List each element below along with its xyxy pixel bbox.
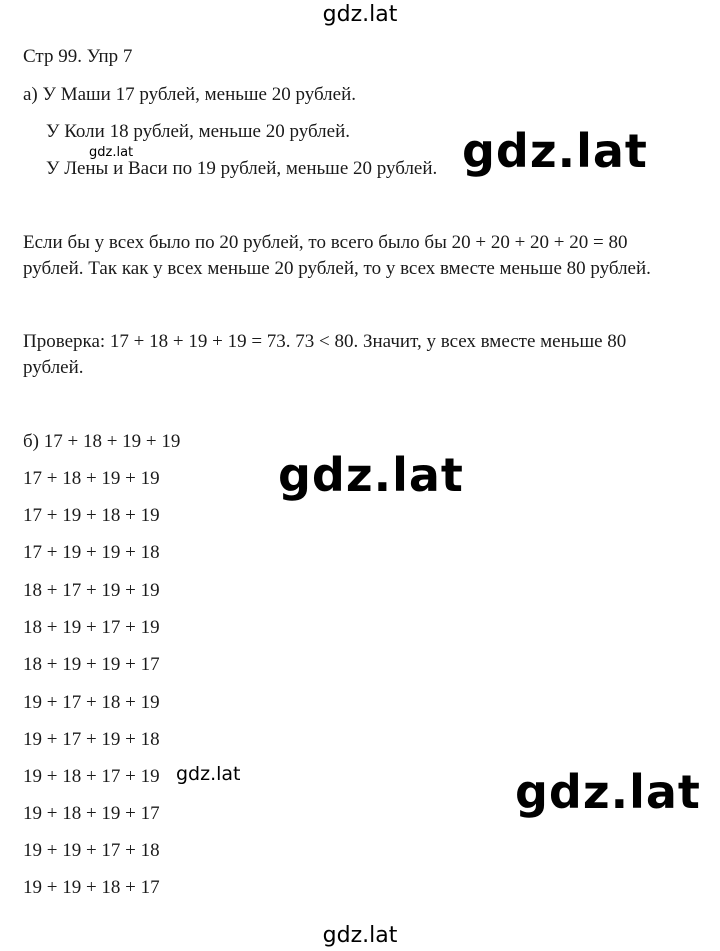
permutation-row: 18 + 17 + 19 + 19	[23, 580, 160, 601]
watermark-large-1: gdz.lat	[462, 124, 648, 178]
permutation-row: 19 + 17 + 18 + 19	[23, 692, 160, 713]
permutation-row: 17 + 19 + 18 + 19	[23, 505, 160, 526]
permutation-row: 19 + 17 + 19 + 18	[23, 729, 160, 750]
part-b-header: б) 17 + 18 + 19 + 19	[23, 431, 181, 452]
watermark-small: gdz.lat	[89, 145, 134, 160]
permutation-row: 19 + 19 + 17 + 18	[23, 840, 160, 861]
watermark-large-3: gdz.lat	[515, 765, 701, 819]
permutation-row: 17 + 18 + 19 + 19	[23, 468, 160, 489]
watermark-bottom: gdz.lat	[322, 923, 398, 948]
part-a-line-3: У Лены и Васи по 19 рублей, меньше 20 рублей.	[46, 158, 438, 179]
watermark-top: gdz.lat	[322, 2, 398, 27]
permutation-row: 19 + 18 + 17 + 19	[23, 766, 160, 787]
watermark-large-2: gdz.lat	[278, 448, 464, 502]
page-title: Стр 99. Упр 7	[23, 46, 133, 67]
watermark-inline: gdz.lat	[176, 763, 241, 785]
check-line-2: рублей.	[23, 357, 84, 378]
part-a-line-2: У Коли 18 рублей, меньше 20 рублей.	[46, 121, 350, 142]
part-a-line-1: а) У Маши 17 рублей, меньше 20 рублей.	[23, 84, 356, 105]
check-line-1: Проверка: 17 + 18 + 19 + 19 = 73. 73 < 80. Значит, у всех вместе меньше 80	[23, 331, 627, 352]
reasoning-line-2: рублей. Так как у всех меньше 20 рублей, то у всех вместе меньше 80 рублей.	[23, 258, 651, 279]
permutation-row: 18 + 19 + 17 + 19	[23, 617, 160, 638]
permutation-row: 18 + 19 + 19 + 17	[23, 654, 160, 675]
permutation-row: 19 + 19 + 18 + 17	[23, 877, 160, 898]
reasoning-line-1: Если бы у всех было по 20 рублей, то всего было бы 20 + 20 + 20 + 20 = 80	[23, 232, 628, 253]
permutation-row: 19 + 18 + 19 + 17	[23, 803, 160, 824]
permutation-row: 17 + 19 + 19 + 18	[23, 542, 160, 563]
